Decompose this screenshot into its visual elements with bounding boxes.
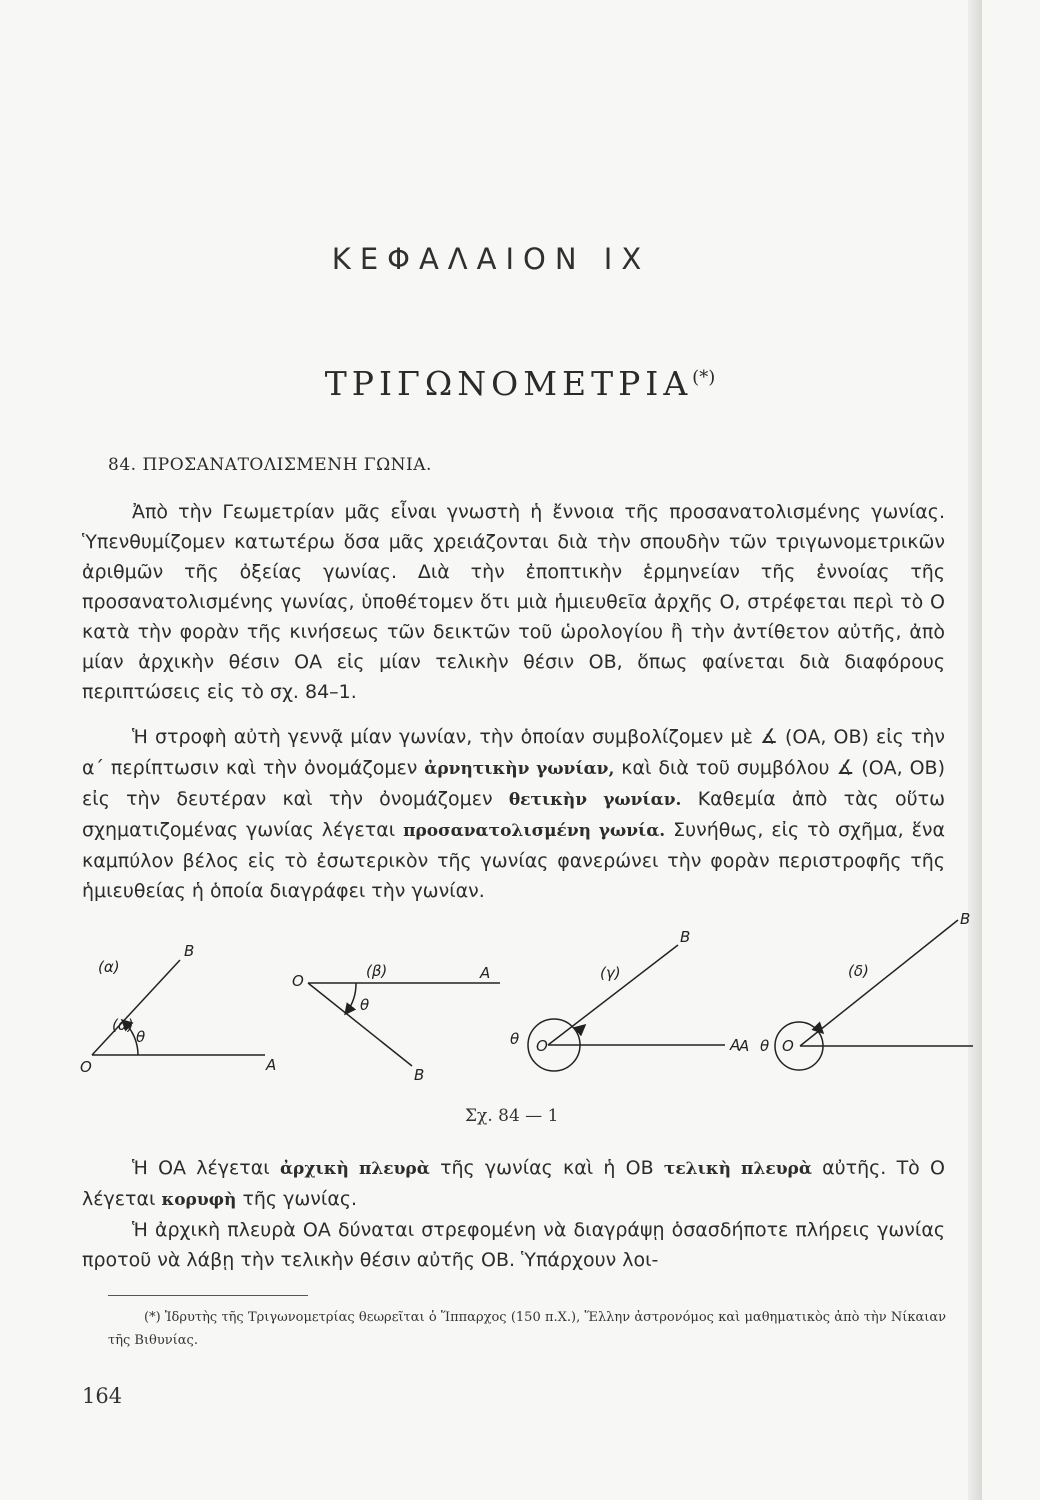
page-number: 164	[82, 1384, 123, 1408]
section-heading: 84. ΠΡΟΣΑΝΑΤΟΛΙΣΜΕΝΗ ΓΩΝΙΑ.	[108, 455, 432, 475]
label-case-a: (α)	[98, 958, 120, 976]
label-arc-a: (α)	[112, 1016, 134, 1034]
chapter-heading: ΚΕΦΑΛΑΙΟΝ ΙΧ	[331, 242, 651, 276]
label-A-b: A	[480, 964, 491, 982]
negative-angle-symbol: ∡	[759, 724, 778, 748]
term-vertex: κορυφὴ	[161, 1190, 237, 1210]
label-O-d: O	[782, 1037, 794, 1055]
label-O-b: O	[292, 972, 304, 990]
label-theta-b: θ	[360, 996, 370, 1014]
title-text: ΤΡΙΓΩΝΟΜΕΤΡΙΑ	[324, 364, 693, 403]
p3-text-3: αὐτῆς. Τὸ Ο λέγεται	[82, 1157, 945, 1210]
label-B-b: B	[414, 1066, 425, 1084]
label-A-c: A	[730, 1036, 741, 1054]
term-negative-angle: ἀρνητικὴν γωνίαν,	[424, 759, 615, 779]
label-case-d: (δ)	[848, 962, 869, 980]
p3-text-4: τῆς γωνίας.	[242, 1188, 358, 1210]
p3-text-1: Ἡ ΟΑ λέγεται	[132, 1157, 270, 1179]
paragraph-2	[82, 721, 945, 906]
figure-case-c	[528, 945, 725, 1071]
term-terminal-side: τελικὴ πλευρὰ	[663, 1159, 812, 1179]
label-theta-c: θ	[510, 1030, 520, 1048]
p3-line-1	[82, 1153, 945, 1215]
page-edge	[968, 0, 982, 1500]
label-case-b: (β)	[366, 962, 388, 980]
figure-caption: Σχ. 84 — 1	[465, 1106, 559, 1126]
label-O-c: O	[536, 1037, 548, 1055]
label-O-a: O	[80, 1058, 92, 1076]
paragraph-3	[82, 1153, 945, 1275]
p2-text-6: Συνήθως, εἰς τὸ σχῆμα, ἕνα καμπύλον βέλος εἰς τὸ ἐσωτερικὸν τῆς γωνίας φανερώνει τὴν φορὰν περιστροφῆς τῆς ἡμιευθείας ἡ ὁποία διαγράφει τὴν γωνίαν.	[82, 819, 945, 902]
label-B-d: B	[960, 910, 971, 928]
footnote: (*) Ἱδρυτὴς τῆς Τριγωνομετρίας θεωρεῖται ὁ Ἵππαρχος (150 π.Χ.), Ἕλλην ἀστρονόμος καὶ μαθηματικὸς ἀπὸ τὴν Νίκαιαν τῆς Βιθυνίας.	[108, 1310, 946, 1348]
term-positive-angle: θετικὴν γωνίαν.	[508, 790, 682, 810]
term-initial-side: ἀρχικὴ πλευρὰ	[279, 1159, 430, 1179]
p2-text-1: Ἡ στροφὴ αὐτὴ γεννᾷ μίαν γωνίαν, τὴν ὁποίαν συμβολίζομεν μὲ	[132, 726, 753, 748]
label-theta-d: θ	[760, 1037, 770, 1055]
label-A-a: A	[266, 1056, 277, 1074]
label-B-a: B	[184, 942, 195, 960]
p3-text-2: τῆς γωνίας καὶ ἡ ΟΒ	[440, 1157, 654, 1179]
title-footnote-mark: (*)	[692, 367, 716, 388]
label-case-c: (γ)	[600, 964, 621, 982]
figure-84-1	[80, 910, 980, 1084]
term-oriented-angle: προσανατολισμένη γωνία.	[403, 821, 666, 841]
positive-angle-symbol: ∡	[836, 755, 855, 779]
figure-case-d	[775, 920, 973, 1070]
paragraph-1: Ἀπὸ τὴν Γεωμετρίαν μᾶς εἶναι γνωστὴ ἡ ἔννοια τῆς προσανατολισμένης γωνίας. Ὑπενθυμίζομεν κατωτέρω ὅσα μᾶς χρειάζονται διὰ τὴν σπουδὴν τῶν τριγωνομετρικῶν ἀριθμῶν τῆς ὀξείας γωνίας. Διὰ τὴν ἐποπτικὴν ἑρμηνείαν τῆς ἐννοίας τῆς προσανατολισμένης γωνίας, ὑποθέτομεν ὅτι μιὰ ἡμιευθεῖα ἀρχῆς Ο, στρέφεται περὶ τὸ Ο κατὰ τὴν φορὰν τῆς κινήσεως τῶν δεικτῶν τοῦ ὡρολογίου ἢ τὴν ἀντίθετον αὐτῆς, ἀπὸ μίαν ἀρχικὴν θέσιν ΟΑ εἰς μίαν τελικὴν θέσιν ΟΒ, ὅπως φαίνεται διὰ διαφόρους περιπτώσεις εἰς τὸ σχ. 84–1.	[82, 501, 945, 703]
chapter-title	[0, 364, 1040, 403]
p2-text-4: (ΟΑ, ΟΒ) εἰς τὴν δευτέραν καὶ τὴν ὀνομάζομεν	[82, 757, 945, 810]
label-theta-a: θ	[136, 1028, 146, 1046]
p2-text-3: καὶ διὰ τοῦ συμβόλου	[621, 757, 830, 779]
label-A-d: A	[739, 1037, 750, 1055]
footnote-rule	[108, 1295, 308, 1296]
p2-text-5: Καθεμία ἀπὸ τὰς οὕτω σχηματιζομένας γωνίας λέγεται	[82, 788, 945, 841]
figure-case-b	[308, 983, 500, 1066]
p2-text-2: (ΟΑ, ΟΒ) εἰς τὴν α΄ περίπτωσιν καὶ τὴν ὀνομάζομεν	[82, 726, 946, 779]
p3-text-5: Ἡ ἀρχικὴ πλευρὰ ΟΑ δύναται στρεφομένη νὰ διαγράψῃ ὁσασδήποτε πλήρεις γωνίας προτοῦ νὰ λάβῃ τὴν τελικὴν θέσιν αὐτῆς ΟΒ. Ὑπάρχουν λοι-	[82, 1219, 945, 1271]
label-B-c: B	[680, 928, 691, 946]
